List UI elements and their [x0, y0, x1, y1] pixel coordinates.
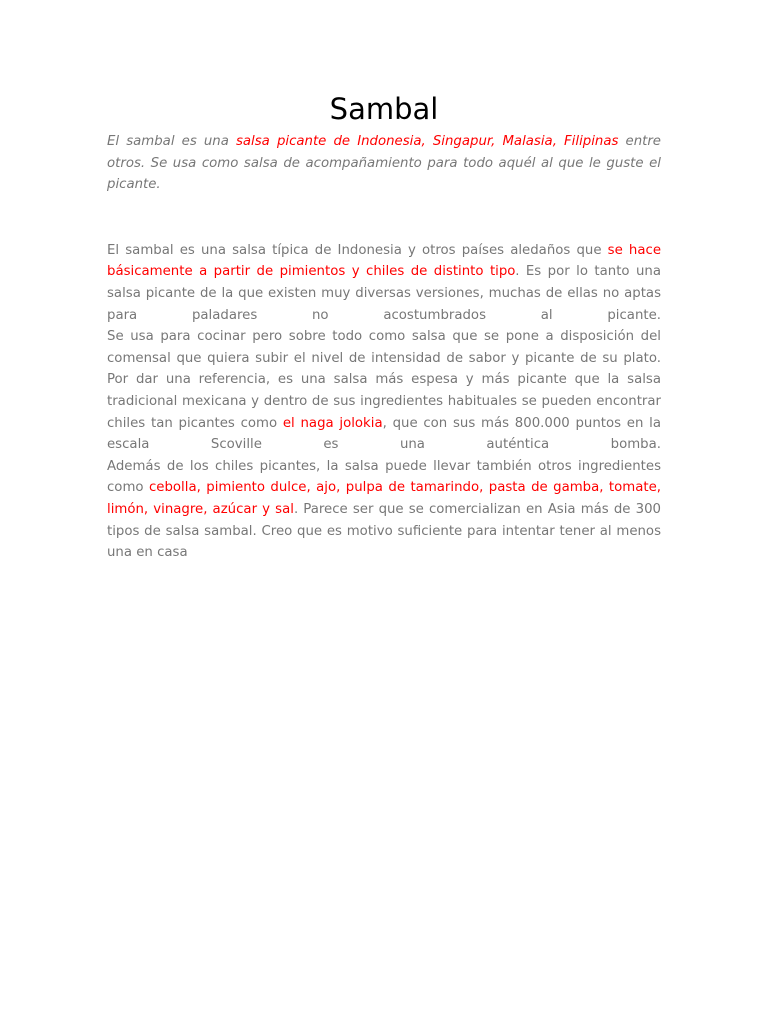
p2-text-1: Se usa para cocinar pero sobre todo como salsa que se pone a disposición del comensal que quiera subir el nivel de intensidad de sabor y picante de su plato. Por dar una referencia, es una salsa más espesa y más picante que la salsa tradicional mexicana y dentro de sus ingredientes habituales se pueden encontrar chiles tan picantes como	[107, 329, 661, 431]
intro-text-2: entre otros. Se usa como salsa de acompañamiento para todo aquél al que le guste el picante.	[107, 134, 661, 193]
body-paragraph-2	[107, 326, 661, 456]
p1-highlight: se hace básicamente a partir de pimientos y chiles de distinto tipo	[107, 242, 661, 280]
p1-text-2: . Es por lo tanto una salsa picante de la que existen muy diversas versiones, muchas de ellas no aptas para paladares no acostumbrados al picante.	[107, 264, 661, 323]
intro-highlight: salsa picante de Indonesia, Singapur, Malasia, Filipinas	[235, 134, 619, 149]
body-paragraph-1	[107, 240, 661, 326]
intro-text-1: El sambal es una	[107, 134, 236, 149]
body-paragraph-3	[107, 456, 661, 564]
page-title: Sambal	[329, 92, 439, 126]
p2-text-2: , que con sus más 800.000 puntos en la escala Scoville es una auténtica bomba.	[107, 415, 661, 453]
body-text	[107, 240, 661, 564]
p1-text-1: El sambal es una salsa típica de Indonesia y otros países aledaños que	[107, 242, 608, 258]
p3-highlight: cebolla, pimiento dulce, ajo, pulpa de tamarindo, pasta de gamba, tomate, limón, vinagre, azúcar y sal	[107, 480, 662, 517]
p3-text-2: . Parece ser que se comercializan en Asia más de 300 tipos de salsa sambal. Creo que es motivo suficiente para intentar tener al menos una en casa	[107, 501, 662, 561]
document-page	[107, 88, 661, 564]
p3-text-1: Además de los chiles picantes, la salsa puede llevar también otros ingredientes como	[107, 458, 661, 496]
intro-paragraph	[107, 131, 661, 196]
p2-highlight: el naga jolokia	[282, 415, 383, 431]
